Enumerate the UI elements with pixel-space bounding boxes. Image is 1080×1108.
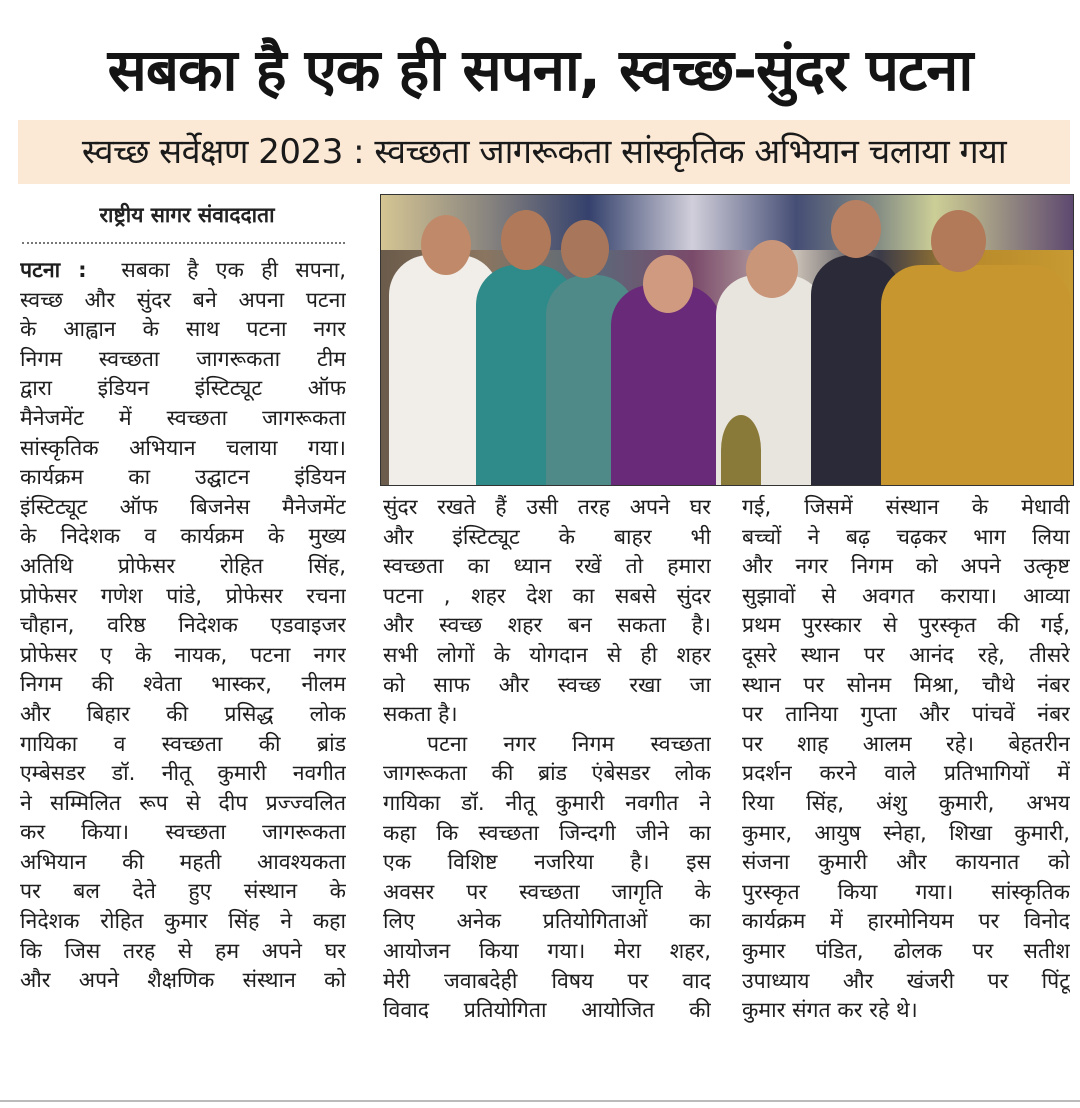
article-line: और स्वच्छ शहर बन सकता है।: [383, 613, 711, 639]
article-column-3: [742, 493, 1070, 1026]
article-line: निदेशक रोहित कुमार सिंह ने कहा: [20, 909, 346, 935]
article-line: कहा कि स्वच्छता जिन्दगी जीने का: [383, 820, 711, 846]
article-line: स्वच्छ और सुंदर बने अपना पटना: [20, 287, 346, 313]
person-head: [643, 255, 693, 313]
article-line: एक विशिष्ट नजरिया है। इस: [383, 850, 711, 876]
bottom-rule: [0, 1100, 1080, 1102]
article-line: अतिथि प्रोफेसर रोहित सिंह,: [20, 553, 346, 579]
article-line: सुझावों से अवगत कराया। आव्या: [742, 583, 1070, 609]
article-line: और बिहार की प्रसिद्ध लोक: [20, 701, 346, 727]
article-line: पुरस्कृत किया गया। सांस्कृतिक: [742, 879, 1070, 905]
article-line: के आह्वान के साथ पटना नगर: [20, 317, 346, 343]
article-line: पटना , शहर देश का सबसे सुंदर: [383, 583, 711, 609]
article-line: और अपने शैक्षणिक संस्थान को: [20, 968, 346, 994]
article-line: पटना नगर निगम स्वच्छता: [427, 731, 711, 757]
article-line: गायिका व स्वच्छता की ब्रांड: [20, 731, 346, 757]
article-line: स्थान पर सोनम मिश्रा, चौथे नंबर: [742, 672, 1070, 698]
article-line: बच्चों ने बढ़ चढ़कर भाग लिया: [742, 524, 1070, 550]
article-line: कुमार संगत कर रहे थे।: [742, 998, 918, 1024]
person-head: [746, 240, 798, 298]
article-line: विवाद प्रतियोगिता आयोजित की: [383, 998, 711, 1024]
article-line: एम्बेसडर डॉ. नीतू कुमारी नवगीत: [20, 761, 346, 787]
article-line: पर शाह आलम रहे। बेहतरीन: [742, 731, 1070, 757]
article-line: संजना कुमारी और कायनात को: [742, 850, 1070, 876]
person-head: [931, 210, 986, 272]
article-line: निगम स्वच्छता जागरूकता टीम: [20, 346, 346, 372]
person-head: [501, 210, 551, 270]
article-column-2: [383, 493, 711, 1026]
article-line: इंस्टिट्यूट ऑफ बिजनेस मैनेजमेंट: [20, 494, 346, 520]
article-line: स्वच्छता का ध्यान रखें तो हमारा: [383, 554, 711, 580]
article-line: दूसरे स्थान पर आनंद रहे, तीसरे: [742, 642, 1070, 668]
article-line: प्रोफेसर गणेश पांडे, प्रोफेसर रचना: [20, 583, 346, 609]
article-line: अवसर पर स्वच्छता जागृति के: [383, 879, 711, 905]
article-line: सभी लोगों के योगदान से ही शहर: [383, 642, 711, 668]
article-line: और इंस्टिट्यूट के बाहर भी: [383, 524, 711, 550]
article-line: कुमार पंडित, ढोलक पर सतीश: [742, 938, 1070, 964]
article-line: सकता है।: [383, 702, 458, 728]
article-line: कि जिस तरह से हम अपने घर: [20, 938, 346, 964]
byline-divider: [22, 242, 345, 244]
article-line: मेरी जवाबदेही विषय पर वाद: [383, 968, 711, 994]
article-line: सुंदर रखते हैं उसी तरह अपने घर: [383, 495, 711, 520]
person-head: [421, 215, 471, 275]
article-line: गई, जिसमें संस्थान के मेधावी: [742, 495, 1070, 520]
person-head: [561, 220, 609, 278]
article-line: प्रोफेसर ए के नायक, पटना नगर: [20, 642, 346, 668]
lamp-icon: [721, 415, 761, 485]
article-line: को साफ और स्वच्छ रखा जा: [383, 672, 711, 698]
article-line: रिया सिंह, अंशु कुमारी, अभय: [742, 790, 1070, 816]
article-line: पटना : सबका है एक ही सपना,: [20, 258, 346, 283]
article-line: आयोजन किया गया। मेरा शहर,: [383, 938, 711, 964]
dateline: पटना :: [20, 258, 87, 283]
article-line: और नगर निगम को अपने उत्कृष्ट: [742, 554, 1070, 580]
article-column-1: [20, 256, 346, 996]
subheadline-band: [18, 120, 1070, 184]
news-photo: [380, 194, 1074, 486]
article-line: सांस्कृतिक अभियान चलाया गया।: [20, 435, 346, 461]
article-line: लिए अनेक प्रतियोगिताओं का: [383, 909, 711, 935]
article-line: कुमार, आयुष स्नेहा, शिखा कुमारी,: [742, 820, 1070, 846]
article-line: द्वारा इंडियन इंस्टिट्यूट ऑफ: [20, 376, 346, 402]
headline: सबका है एक ही सपना, स्वच्छ-सुंदर पटना: [107, 36, 973, 104]
article-line: पर तानिया गुप्ता और पांचवें नंबर: [742, 702, 1070, 728]
article-line: मैनेजमेंट में स्वच्छता जागरूकता: [20, 405, 346, 431]
article-line: जागरूकता की ब्रांड एंबेसडर लोक: [383, 761, 711, 787]
person-figure: [881, 265, 1071, 485]
article-line: प्रथम पुरस्कार से पुरस्कृत की गई,: [742, 613, 1070, 639]
article-line: कार्यक्रम का उद्घाटन इंडियन: [20, 465, 346, 491]
article-line: उपाध्याय और खंजरी पर पिंटू: [742, 968, 1070, 994]
person-figure: [611, 285, 721, 485]
byline: राष्ट्रीय सागर संवाददाता: [99, 203, 275, 227]
article-line: चौहान, वरिष्ठ निदेशक एडवाइजर: [20, 613, 346, 639]
article-line: प्रदर्शन करने वाले प्रतिभागियों में: [742, 761, 1070, 787]
article-line: निगम की श्वेता भास्कर, नीलम: [20, 672, 346, 698]
article-line: के निदेशक व कार्यक्रम के मुख्य: [20, 524, 346, 550]
subheadline: स्वच्छ सर्वेक्षण 2023 : स्वच्छता जागरूकता सांस्कृतिक अभियान चलाया गया: [81, 132, 1007, 172]
article-line: कार्यक्रम में हारमोनियम पर विनोद: [742, 909, 1070, 935]
article-line: अभियान की महती आवश्यकता: [20, 849, 346, 875]
article-line: कर किया। स्वच्छता जागरूकता: [20, 820, 346, 846]
person-head: [831, 200, 881, 258]
article-line: ने सम्मिलित रूप से दीप प्रज्ज्वलित: [20, 790, 346, 816]
article-line: गायिका डॉ. नीतू कुमारी नवगीत ने: [383, 790, 711, 816]
article-line: पर बल देते हुए संस्थान के: [20, 879, 346, 905]
